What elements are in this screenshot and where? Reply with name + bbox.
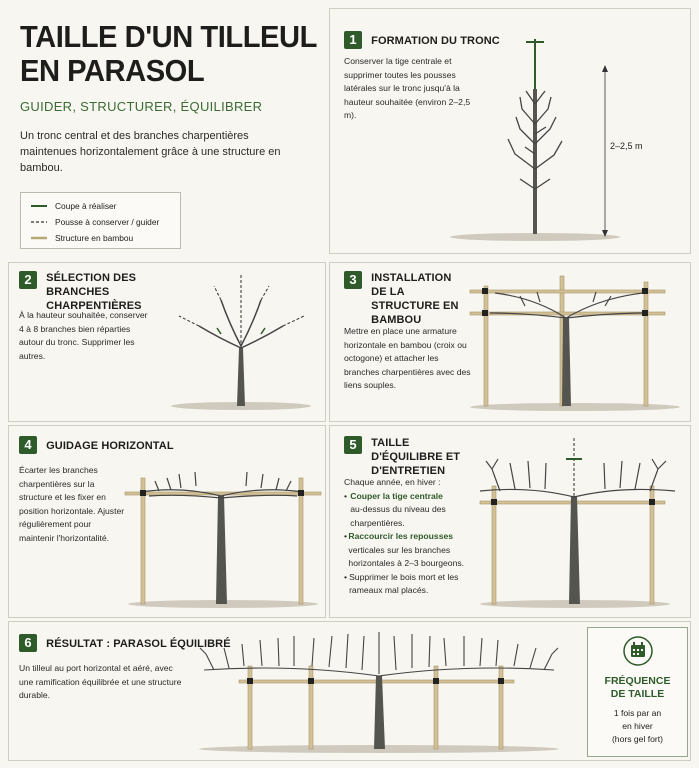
step-number: 2	[19, 271, 37, 289]
bullet-strong: Raccourcir les repousses	[348, 531, 454, 541]
bamboo-line-icon	[31, 236, 47, 240]
step-number: 1	[344, 31, 362, 49]
bullet-item: • Supprimer le bois mort et les rameaux mal placés.	[344, 571, 470, 598]
legend-label: Coupe à réaliser	[55, 201, 117, 211]
step-6-text: Un tilleul au port horizontal et aéré, avec une ramification équilibrée et une structure durable.	[19, 663, 182, 700]
step-2-panel	[8, 262, 326, 422]
legend-label: Structure en bambou	[55, 233, 134, 243]
frequency-title	[588, 675, 687, 701]
horizontal-guiding-illustration	[121, 466, 325, 616]
step-number: 4	[19, 436, 37, 454]
finished-parasol-illustration	[194, 626, 574, 760]
frequency-text-line: en hiver	[622, 721, 653, 731]
step-title-text: RÉSULTAT : PARASOL ÉQUILIBRÉ	[46, 638, 231, 651]
step-title-text: GUIDAGE HORIZONTAL	[46, 440, 174, 453]
legend	[20, 192, 181, 249]
bullet-text: Supprimer le bois mort et les rameaux mal placés.	[349, 571, 459, 595]
step-5-intro: Chaque année, en hiver :	[344, 477, 441, 487]
title-line-1: TAILLE D'UN TILLEUL	[20, 19, 317, 54]
legend-item-bamboo	[31, 233, 133, 243]
legend-item-cut	[31, 201, 116, 211]
page-subtitle: GUIDER, STRUCTURER, ÉQUILIBRER	[20, 99, 263, 114]
frequency-box	[587, 627, 688, 757]
step-3-text: Mettre en place une armature horizontale en bambou (croix ou octogone) et attacher les branches charpentières avec des liens souples.	[344, 326, 471, 390]
bullet-strong: Couper la tige centrale	[350, 490, 443, 501]
intro-text: Un tronc central et des branches charpentières maintenues horizontalement grâce à une structure en bambou.	[20, 130, 281, 174]
maintenance-pruning-illustration	[470, 431, 688, 616]
legend-item-keep	[31, 217, 159, 227]
legend-label: Pousse à conserver / guider	[55, 217, 160, 227]
step-3-panel	[329, 262, 691, 422]
step-5-title	[344, 436, 484, 478]
step-number: 3	[344, 271, 362, 289]
bullet-text: verticales sur les branches horizontales à 2–3 bourgeons.	[348, 544, 465, 568]
branch-selection-illustration	[159, 268, 324, 418]
bullet-item: • Raccourcir les repousses verticales sur les branches horizontales à 2–3 bourgeons.	[344, 531, 465, 568]
step-number: 6	[19, 634, 37, 652]
frequency-text-line: 1 fois par an	[613, 708, 662, 718]
step-4-panel	[8, 425, 326, 618]
step-1-text: Conserver la tige centrale et supprimer toutes les pousses latérales sur le tronc jusqu'à la hauteur souhaitée (environ 2–2,5 m).	[344, 56, 471, 120]
bamboo-structure-illustration	[465, 268, 690, 418]
step-3-title	[344, 271, 464, 327]
calendar-icon	[623, 636, 653, 666]
solid-line-icon	[31, 204, 47, 208]
step-title-text: INSTALLATION DE LA STRUCTURE EN BAMBOU	[371, 272, 459, 326]
frequency-title-line: DE TAILLE	[610, 688, 665, 700]
step-title-text: FORMATION DU TRONC	[371, 35, 500, 48]
step-title-text: TAILLE D'ÉQUILIBRE ET D'ENTRETIEN	[371, 437, 461, 477]
frequency-text	[588, 707, 687, 746]
frequency-title-line: FRÉQUENCE	[604, 675, 671, 687]
bullet-item: • Couper la tige centrale au-dessus du niveau des charpentières.	[344, 490, 446, 528]
young-tree-illustration	[450, 29, 690, 253]
step-title-text: SÉLECTION DES BRANCHES CHARPENTIÈRES	[46, 272, 142, 312]
step-number: 5	[344, 436, 362, 454]
dashed-line-icon	[31, 220, 47, 224]
frequency-text-line: (hors gel fort)	[611, 734, 664, 744]
page-title	[20, 20, 321, 88]
step-1-panel	[329, 8, 691, 254]
step-2-title	[19, 271, 169, 313]
bullet-text: au-dessus du niveau des charpentières.	[350, 504, 446, 528]
step-4-text: Écarter les branches charpentières sur la structure et les fixer en position horizontale. Ajuster régulièrement pour maintenir l'horizontalité.	[19, 465, 125, 543]
step-5-panel	[329, 425, 691, 618]
height-label: 2–2,5 m	[610, 141, 643, 151]
title-line-2: EN PARASOL	[20, 53, 205, 88]
step-4-title	[19, 436, 174, 454]
step-2-text: À la hauteur souhaitée, conserver 4 à 8 branches bien réparties autour du tronc. Supprimer les autres.	[19, 310, 148, 361]
step-5-text	[344, 476, 470, 598]
